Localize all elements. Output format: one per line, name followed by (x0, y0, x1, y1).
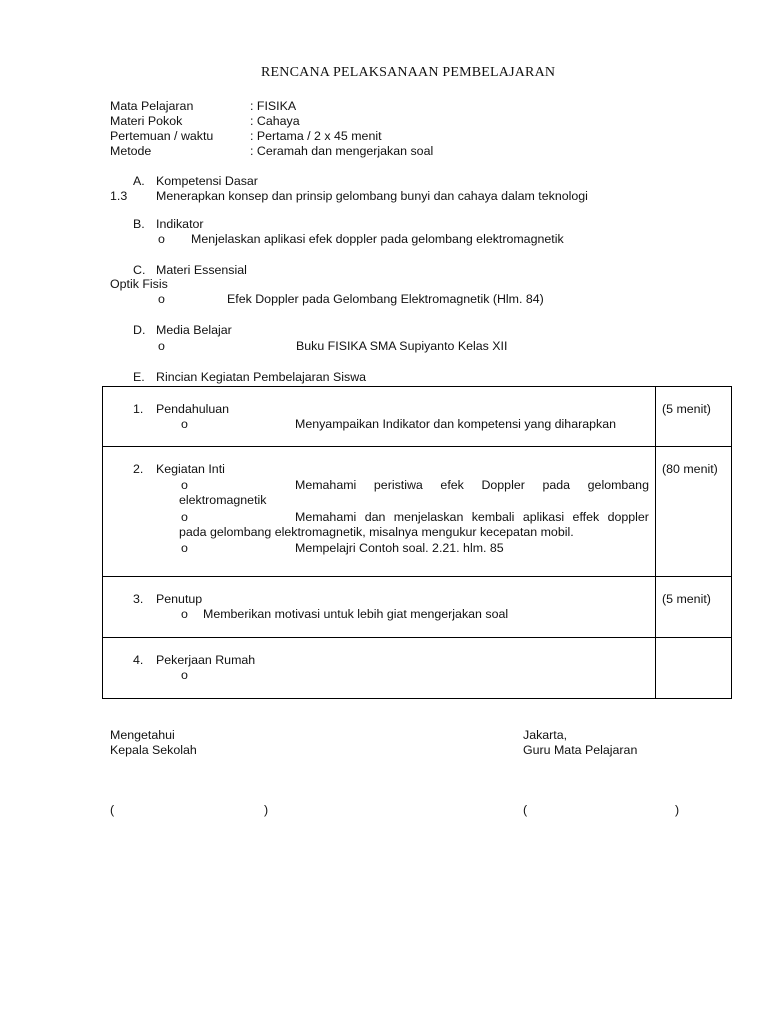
table-row (103, 387, 732, 447)
bullet-icon: o (158, 339, 165, 353)
activity-cell (103, 447, 656, 577)
row-number: 1. (133, 402, 144, 416)
section-d-letter: D. (133, 323, 146, 337)
signature-left-line1: Mengetahui (110, 728, 175, 742)
pertemuan-value: : Pertama / 2 x 45 menit (250, 129, 382, 143)
time-label: (5 menit) (662, 402, 711, 416)
signature-left-open-paren: ( (110, 803, 115, 817)
section-c-item: Efek Doppler pada Gelombang Elektromagnetik (Hlm. 84) (227, 292, 544, 306)
word: doppler (607, 510, 649, 524)
section-d-title: Media Belajar (156, 323, 232, 337)
time-cell (656, 387, 732, 447)
kegiatan-table (102, 386, 732, 699)
activity-cell (103, 387, 656, 447)
signature-left-close-paren: ) (264, 803, 269, 817)
section-e-title: Rincian Kegiatan Pembelajaran Siswa (156, 370, 367, 384)
signature-right-line2: Guru Mata Pelajaran (523, 743, 638, 757)
word: Doppler (481, 478, 525, 492)
section-a-title: Kompetensi Dasar (156, 174, 258, 188)
mapel-value: : FISIKA (250, 99, 297, 113)
table-row (103, 638, 732, 699)
row-title: Penutup (156, 592, 203, 606)
row-number: 2. (133, 462, 144, 476)
section-b-title: Indikator (156, 217, 204, 231)
time-cell (656, 638, 732, 699)
activity-cell (103, 638, 656, 699)
row-item: Memberikan motivasi untuk lebih giat mengerjakan soal (203, 607, 509, 621)
activity-cell (103, 577, 656, 638)
signature-right-close-paren: ) (675, 803, 680, 817)
row-item-2-continuation: pada gelombang elektromagnetik, misalnya mengukur kecepatan mobil. (179, 525, 574, 539)
section-a-letter: A. (133, 174, 145, 188)
word: aplikasi (522, 510, 565, 524)
section-e-letter: E. (133, 370, 145, 384)
signature-right-line1: Jakarta, (523, 728, 568, 742)
word: Memahami (295, 510, 357, 524)
word: kembali (471, 510, 515, 524)
bullet-icon: o (181, 478, 188, 492)
row-item-1-continuation: elektromagnetik (179, 493, 267, 507)
section-a-item-number: 1.3 (110, 189, 128, 203)
word: pada (542, 478, 571, 492)
section-a-item-text: Menerapkan konsep dan prinsip gelombang bunyi dan cahaya dalam teknologi (156, 189, 588, 203)
bullet-icon: o (181, 541, 188, 555)
row-title: Pendahuluan (156, 402, 230, 416)
word: efek (440, 478, 464, 492)
table-row (103, 447, 732, 577)
word: Memahami (295, 478, 357, 492)
signature-left-line2: Kepala Sekolah (110, 743, 197, 757)
section-c-subtitle: Optik Fisis (110, 277, 168, 291)
section-d-item: Buku FISIKA SMA Supiyanto Kelas XII (296, 339, 508, 353)
section-b-item: Menjelaskan aplikasi efek doppler pada gelombang elektromagnetik (191, 232, 564, 246)
bullet-icon: o (158, 292, 165, 306)
document-title: RENCANA PELAKSANAAN PEMBELAJARAN (261, 65, 556, 80)
time-cell (656, 577, 732, 638)
bullet-icon: o (181, 668, 188, 682)
row-item-1-justified (295, 478, 649, 493)
row-item-3: Mempelajri Contoh soal. 2.21. hlm. 85 (295, 541, 504, 555)
section-c-title: Materi Essensial (156, 263, 247, 277)
row-title: Pekerjaan Rumah (156, 653, 256, 667)
row-number: 3. (133, 592, 144, 606)
word: peristiwa (373, 478, 423, 492)
word: menjelaskan (393, 510, 464, 524)
word: dan (364, 510, 386, 524)
bullet-icon: o (181, 417, 188, 431)
pertemuan-label: Pertemuan / waktu (110, 129, 214, 143)
row-number: 4. (133, 653, 144, 667)
word: gelombang (587, 478, 649, 492)
signature-right-open-paren: ( (523, 803, 528, 817)
metode-value: : Ceramah dan mengerjakan soal (250, 144, 434, 158)
bullet-icon: o (181, 510, 188, 524)
word: effek (572, 510, 600, 524)
bullet-icon: o (158, 232, 165, 246)
time-label: (80 menit) (662, 462, 718, 476)
time-label: (5 menit) (662, 592, 711, 606)
materi-label: Materi Pokok (110, 114, 183, 128)
row-title: Kegiatan Inti (156, 462, 225, 476)
row-item-2-justified (295, 510, 649, 525)
table-row (103, 577, 732, 638)
materi-value: : Cahaya (250, 114, 300, 128)
metode-label: Metode (110, 144, 152, 158)
time-cell (656, 447, 732, 577)
section-b-letter: B. (133, 217, 145, 231)
section-c-letter: C. (133, 263, 146, 277)
mapel-label: Mata Pelajaran (110, 99, 194, 113)
row-item: Menyampaikan Indikator dan kompetensi yang diharapkan (295, 417, 616, 431)
bullet-icon: o (181, 607, 188, 621)
